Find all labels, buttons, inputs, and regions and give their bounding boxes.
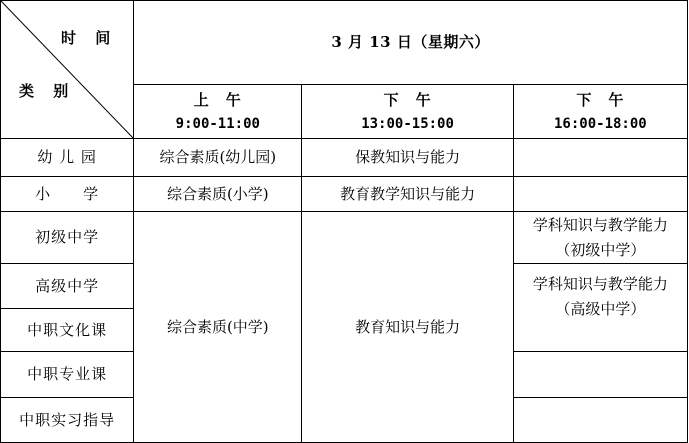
category-cell: 小 学 — [1, 177, 134, 212]
session-time: 13:00-15:00 — [361, 115, 454, 132]
empty-cell — [513, 398, 687, 443]
subject-cell: 保教知识与能力 — [302, 139, 513, 177]
subject-line: （初级中学） — [555, 240, 646, 259]
corner-time-label: 时 间 — [61, 29, 118, 47]
empty-cell — [513, 177, 687, 212]
subject-cell — [513, 264, 687, 352]
subject-line: 学科知识与教学能力 — [532, 215, 668, 234]
diagonal-line — [1, 1, 134, 139]
table-row — [1, 139, 688, 177]
session-header-afternoon-1 — [302, 85, 513, 139]
table-row — [1, 177, 688, 212]
session-header-afternoon-2 — [513, 85, 687, 139]
subject-cell: 综合素质(小学) — [134, 177, 302, 212]
category-cell: 高级中学 — [1, 264, 134, 309]
subject-line: （高级中学） — [555, 300, 646, 318]
category-cell: 初级中学 — [1, 212, 134, 264]
category-cell: 幼 儿 园 — [1, 139, 134, 177]
subject-cell: 教育教学知识与能力 — [302, 177, 513, 212]
corner-header-cell — [1, 1, 134, 139]
subject-cell-merged: 教育知识与能力 — [302, 212, 513, 443]
category-cell: 中职专业课 — [1, 352, 134, 398]
session-label: 下 午 — [383, 90, 432, 109]
session-time: 9:00-11:00 — [175, 115, 260, 132]
empty-cell — [513, 352, 687, 398]
session-time: 16:00-18:00 — [554, 115, 647, 132]
subject-cell: 综合素质(幼儿园) — [134, 139, 302, 177]
category-cell: 中职实习指导 — [1, 398, 134, 443]
subject-cell — [513, 212, 687, 264]
category-cell: 中职文化课 — [1, 309, 134, 352]
corner-category-label: 类 别 — [19, 82, 76, 100]
table-row — [1, 212, 688, 264]
subject-cell-merged: 综合素质(中学) — [134, 212, 302, 443]
session-label: 上 午 — [193, 90, 242, 109]
session-header-morning — [134, 85, 302, 139]
empty-cell — [513, 139, 687, 177]
date-header: 3 月 13 日（星期六） — [134, 1, 688, 85]
subject-line: 学科知识与教学能力 — [532, 275, 668, 293]
session-label: 下 午 — [576, 90, 625, 109]
